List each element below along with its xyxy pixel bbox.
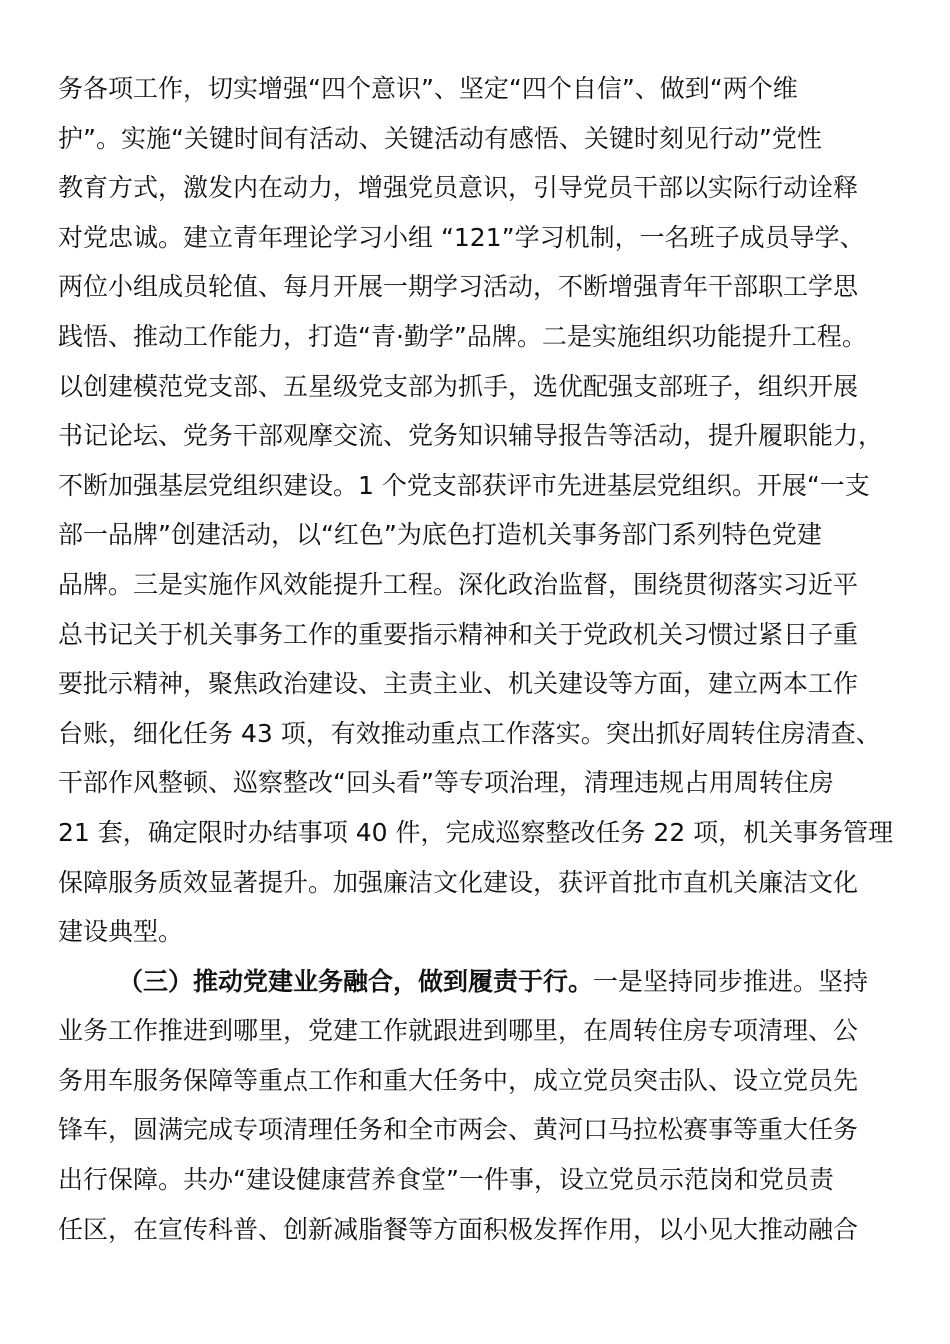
- paragraph-line: 两位小组成员轮值、每月开展一期学习活动，不断增强青年干部职工学思: [58, 272, 859, 302]
- paragraph-line: 部一品牌”创建活动，以“红色”为底色打造机关事务部门系列特色党建: [58, 520, 822, 550]
- paragraph-line: 业务工作推进到哪里，党建工作就跟进到哪里，在周转住房专项清理、公: [58, 1016, 859, 1046]
- paragraph-line: 务各项工作，切实增强“四个意识”、坚定“四个自信”、做到“两个维: [58, 74, 798, 103]
- paragraph-line: 护”。实施“关键时间有活动、关键活动有感悟、关键时刻见行动”党性: [58, 123, 822, 153]
- paragraph-line: 对党忠诚。建立青年理论学习小组 “121”学习机制，一名班子成员导学、: [58, 222, 865, 252]
- paragraph-line: 要批示精神，聚焦政治建设、主责主业、机关建设等方面，建立两本工作: [58, 669, 859, 699]
- paragraph-line: 台账，细化任务 43 项，有效推动重点工作落实。突出抓好周转住房清查、: [58, 718, 881, 748]
- paragraph-line: 不断加强基层党组织建设。1 个党支部获评市先进基层党组织。开展“一支: [58, 470, 870, 500]
- paragraph-line: 21 套，确定限时办结事项 40 件，完成巡察整改任务 22 项，机关事务管理: [58, 817, 894, 847]
- document-body: [58, 64, 898, 1254]
- paragraph-line: 建设典型。: [58, 917, 184, 947]
- paragraph-line: 干部作风整顿、巡察整改“回头看”等专项治理，清理违规占用周转住房: [58, 768, 834, 798]
- paragraph-line: 教育方式，激发内在动力，增强党员意识，引导党员干部以实际行动诠释: [58, 173, 859, 203]
- paragraph-line: 书记论坛、党务干部观摩交流、党务知识辅导报告等活动，提升履职能力，: [58, 421, 884, 451]
- paragraph-line: 以创建模范党支部、五星级党支部为抓手，选优配强支部班子，组织开展: [58, 371, 859, 401]
- section-3-first-line: [58, 957, 898, 1007]
- paragraph-line: 锋车，圆满完成专项清理任务和全市两会、黄河口马拉松赛事等重大任务: [58, 1115, 859, 1145]
- paragraph-line: 保障服务质效显著提升。加强廉洁文化建设，获评首批市直机关廉洁文化: [58, 867, 859, 897]
- paragraph-line: 总书记关于机关事务工作的重要指示精神和关于党政机关习惯过紧日子重: [58, 619, 859, 649]
- paragraph-line: 任区，在宣传科普、创新减脂餐等方面积极发挥作用，以小见大推动融合: [58, 1214, 859, 1244]
- paragraph-line: 品牌。三是实施作风效能提升工程。深化政治监督，围绕贯彻落实习近平: [58, 569, 859, 599]
- paragraph-line: 务用车服务保障等重点工作和重大任务中，成立党员突击队、设立党员先: [58, 1065, 859, 1095]
- paragraph-line: 践悟、推动工作能力，打造“青·勤学”品牌。二是实施组织功能提升工程。: [58, 321, 867, 351]
- section-3-heading: （三）推动党建业务融合，做到履责于行。: [118, 966, 594, 996]
- section-3-first-line-text: 一是坚持同步推进。坚持: [593, 966, 869, 996]
- paragraph-line: 出行保障。共办“建设健康营养食堂”一件事，设立党员示范岗和党员责: [58, 1165, 834, 1195]
